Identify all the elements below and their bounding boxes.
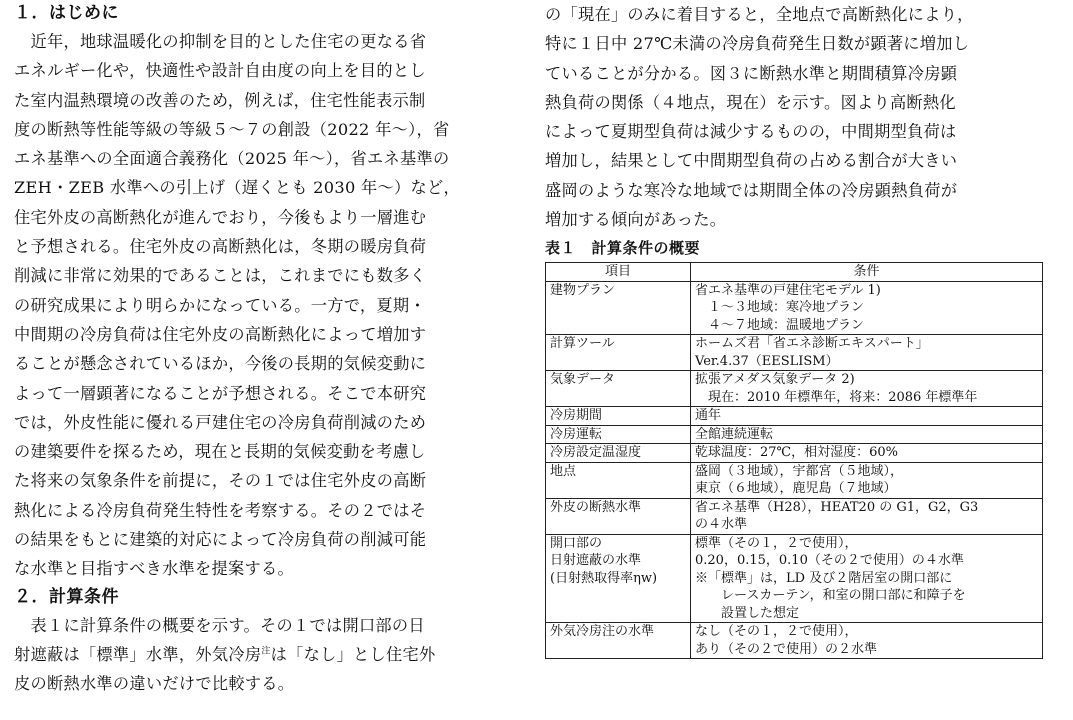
condition-line: ホームズ君「省エネ診断エキスパート」: [695, 336, 929, 352]
row-condition: [691, 498, 1043, 534]
table-row: [546, 281, 1043, 335]
row-condition: [691, 371, 1043, 407]
body-line: の研究成果により明らかになっている。一方で，夏期・: [14, 295, 426, 315]
body-line: と予想される。住宅外皮の高断熱化は，冬期の暖房負荷: [14, 237, 427, 257]
row-condition: [691, 425, 1043, 444]
condition-line: の４水準: [695, 517, 748, 533]
header-item: 項目: [546, 263, 691, 282]
table-caption: 表１ 計算条件の概要: [545, 239, 701, 258]
body-line: 近年，地球温暖化の抑制を目的とした住宅の更なる省: [14, 32, 427, 51]
body-line: では，外皮性能に優れる戸建住宅の冷房負荷削減のため: [14, 412, 427, 432]
item-line: 冷房設定温湿度: [550, 445, 642, 461]
row-item: [546, 425, 691, 444]
body-line: の建築要件を探るため，現在と長期的気候変動を考慮し: [14, 442, 426, 462]
body-line: ることが懸念されているほか，今後の長期的気候変動に: [14, 354, 427, 374]
row-condition: [691, 407, 1043, 426]
item-line: 建物プラン: [550, 282, 616, 298]
condition-line: なし（その１，２で使用），: [695, 624, 858, 640]
table-row: [546, 534, 1043, 623]
body-line: エネルギー化や，快適性や設計自由度の向上を目的とし: [14, 61, 426, 81]
table-row: [546, 623, 1043, 659]
condition-line: あり（その２で使用）の２水準: [695, 641, 878, 657]
body-line: 増加する傾向があった。: [545, 210, 727, 230]
note-marker: 注: [261, 646, 271, 657]
row-item: [546, 498, 691, 534]
row-item: [546, 407, 691, 426]
condition-line: １～３地域：寒冷地プラン: [695, 300, 865, 316]
body-line: 特に１日中 27℃未満の冷房負荷発生日数が顕著に増加し: [545, 34, 970, 54]
item-line: 計算ツール: [550, 336, 615, 352]
body-line: 熱負荷の関係（４地点，現在）を示す。図より高断熱化: [545, 92, 956, 112]
body-line: ていることが分かる。図３に断熱水準と期間積算冷房顕: [545, 63, 958, 83]
table-body: [546, 281, 1043, 659]
condition-line: 通年: [695, 408, 722, 424]
row-condition: [691, 281, 1043, 335]
body-line: 住宅外皮の高断熱化が進んでおり，今後もより一層進む: [14, 207, 427, 227]
table-header-row: [546, 263, 1043, 282]
body-text: 射遮蔽は「標準」水準，外気冷房: [14, 644, 262, 664]
condition-line: 省エネ基準（H28），HEAT20 の G1，G2，G3: [695, 499, 979, 515]
section2-heading: ２．計算条件: [14, 586, 119, 607]
condition-line: 乾球温度：27℃，相対湿度：60%: [695, 445, 898, 461]
body-line: 熱化による冷房負荷発生特性を考察する。その２ではそ: [14, 500, 427, 520]
row-condition: [691, 444, 1043, 463]
row-item: [546, 281, 691, 335]
table-row: [546, 371, 1043, 407]
body-line: の「現在」のみに着目すると，全地点で高断熱化により，: [545, 5, 974, 24]
item-line: 冷房運転: [550, 426, 603, 442]
conditions-table: [545, 262, 1043, 659]
row-item: [546, 444, 691, 463]
body-line: ZEH・ZEB 水準への引上げ（遅くとも 2030 年～）など，: [14, 178, 460, 198]
condition-line: 0.20，0.15，0.10（その２で使用）の４水準: [695, 553, 964, 569]
item-line: 気象データ: [550, 372, 616, 388]
row-item: [546, 371, 691, 407]
condition-line: 拡張アメダス気象データ 2): [695, 372, 855, 388]
condition-line: Ver.4.37（EESLISM）: [695, 353, 839, 369]
condition-line: 省エネ基準の戸建住宅モデル 1): [695, 282, 881, 298]
row-item: [546, 462, 691, 498]
table-row: [546, 444, 1043, 463]
condition-line: ※「標準」は，LD 及び２階居室の開口部に: [695, 570, 953, 586]
body-line: 表１に計算条件の概要を示す。その１では開口部の日: [14, 615, 425, 635]
section1-heading: １．はじめに: [14, 3, 119, 23]
row-item: [546, 534, 691, 623]
row-condition: [691, 462, 1043, 498]
row-item: [546, 335, 691, 371]
condition-line: 盛岡（３地域），宇都宮（５地域），: [695, 463, 904, 479]
row-condition: [691, 623, 1043, 659]
table-row: [546, 407, 1043, 426]
condition-line: 標準（その１，２で使用），: [695, 535, 858, 551]
body-text: は「なし」とし住宅外: [270, 644, 436, 664]
condition-line: レースカーテン，和室の開口部に和障子を: [695, 588, 966, 604]
results-paragraph: [545, 0, 1065, 234]
item-line: 外皮の断熱水準: [550, 499, 642, 515]
condition-line: ４～７地域：温暖地プラン: [695, 317, 865, 333]
body-line: 削減に非常に効果的であることは，これまでにも数多く: [14, 266, 427, 286]
body-line: 増加し，結果として中間期型負荷の占める割合が大きい: [545, 151, 958, 171]
left-column: [14, 0, 519, 699]
body-line: た室内温熱環境の改善のため，例えば，住宅性能表示制: [14, 90, 426, 110]
table-row: [546, 335, 1043, 371]
body-line: 度の断熱等性能等級の等級５～７の創設（2022 年～），省: [14, 119, 450, 139]
table-row: [546, 498, 1043, 534]
body-line: な水準と目指すべき水準を提案する。: [14, 559, 294, 579]
item-line: 開口部の: [550, 535, 603, 551]
item-line: 外気冷房注の水準: [550, 624, 655, 640]
body-line: [14, 640, 519, 669]
item-line: 冷房期間: [550, 408, 603, 424]
table-row: [546, 462, 1043, 498]
body-line: 中間期の冷房負荷は住宅外皮の高断熱化によって増加す: [14, 324, 427, 344]
body-line: よって一層顕著になることが予想される。そこで本研究: [14, 383, 427, 403]
item-line: 地点: [550, 463, 577, 479]
body-line: 皮の断熱水準の違いだけで比較する。: [14, 674, 295, 694]
row-condition: [691, 534, 1043, 623]
condition-line: 現在：2010 年標準年，将来：2086 年標準年: [695, 389, 978, 405]
body-line: 盛岡のような寒冷な地域では期間全体の冷房顕熱負荷が: [545, 180, 958, 200]
condition-line: 設置した想定: [695, 605, 800, 621]
row-item: [546, 623, 691, 659]
item-line: (日射熱取得率ηw): [550, 570, 658, 586]
header-condition: 条件: [691, 263, 1043, 282]
body-line: エネ基準への全面適合義務化（2025 年～），省エネ基準の: [14, 149, 450, 169]
table-row: [546, 425, 1043, 444]
condition-line: 全館連続運転: [695, 426, 774, 442]
body-line: た将来の気象条件を前提に，その１では住宅外皮の高断: [14, 471, 427, 491]
row-condition: [691, 335, 1043, 371]
body-line: によって夏期型負荷は減少するものの，中間期型負荷は: [545, 122, 957, 142]
section1-body: [14, 27, 519, 584]
body-line: の結果をもとに建築的対応によって冷房負荷の削減可能: [14, 530, 427, 550]
right-column: [545, 0, 1065, 659]
item-line: 日射遮蔽の水準: [550, 553, 642, 569]
section2-body: [14, 611, 519, 699]
condition-line: 東京（６地域），鹿児島（７地域）: [695, 481, 897, 497]
